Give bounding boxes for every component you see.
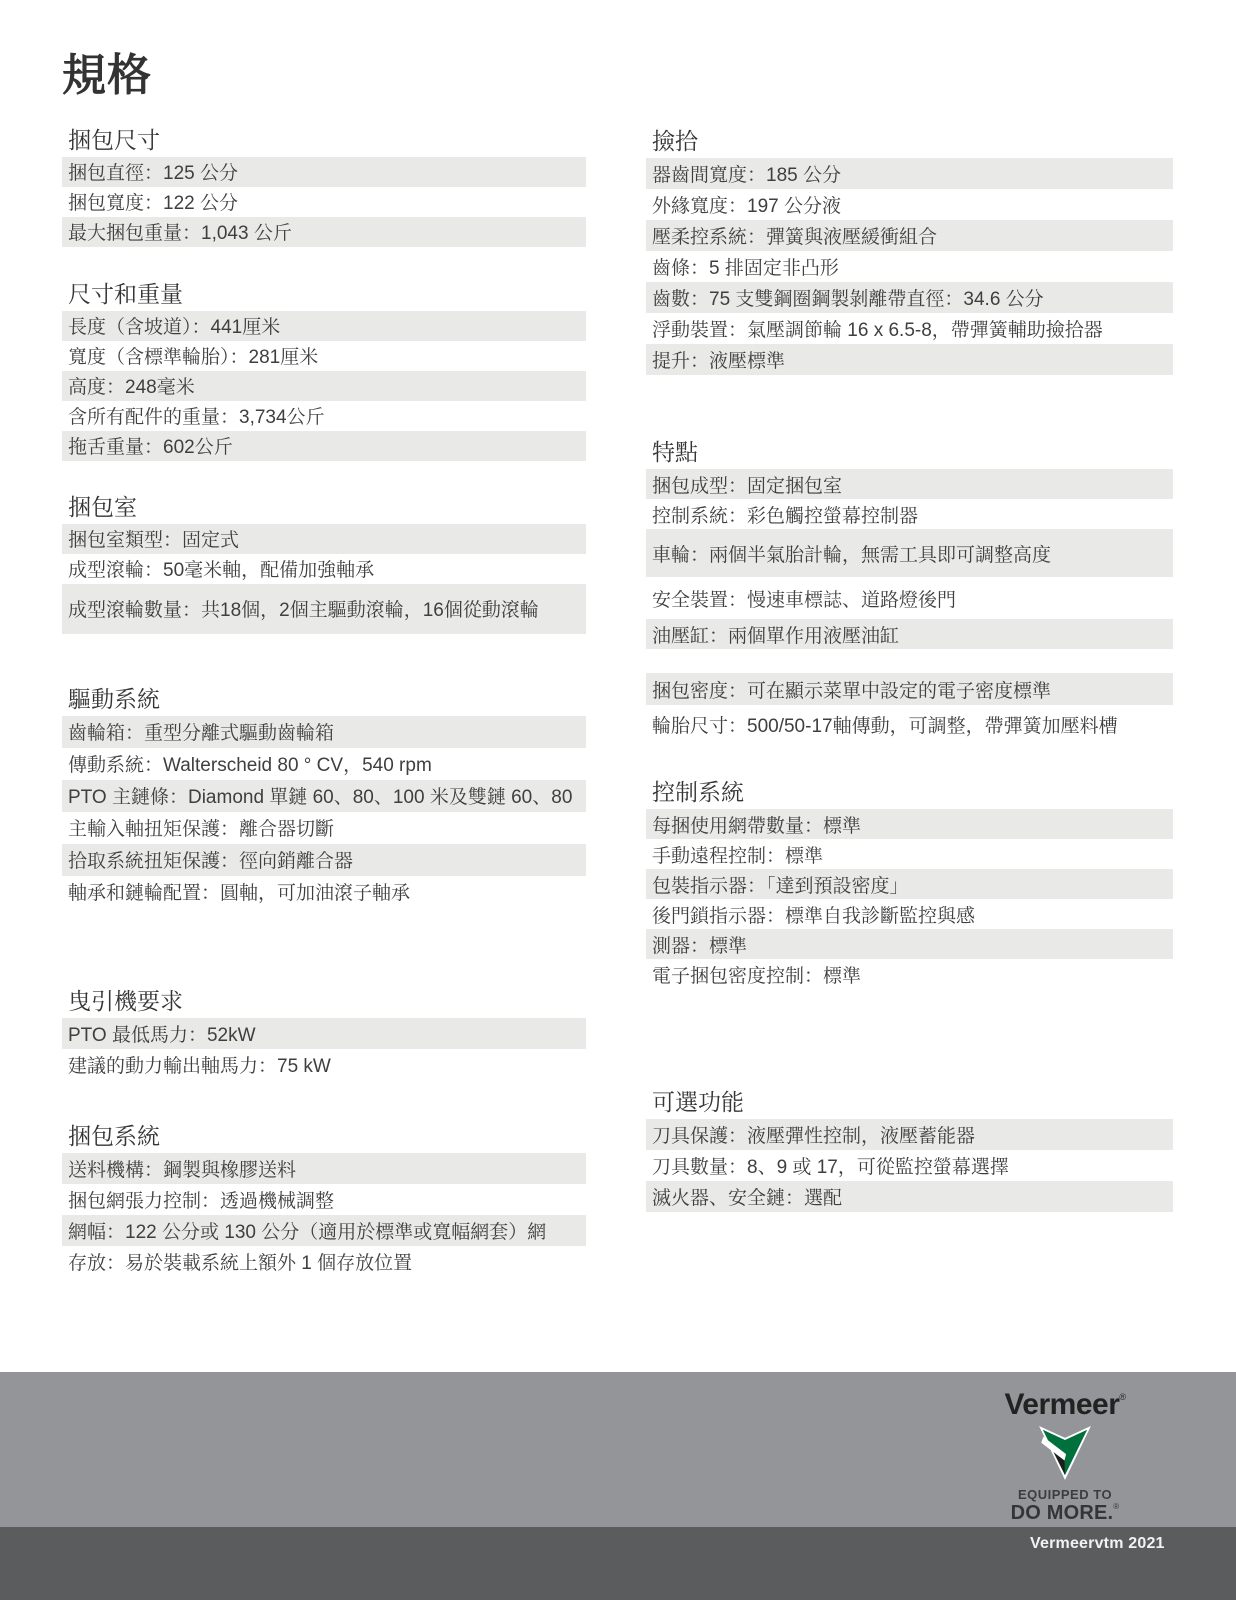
spec-row: 存放：易於裝載系統上額外 1 個存放位置: [68, 1252, 413, 1274]
section-drive-system: [62, 686, 586, 908]
spec-row: 控制系統：彩色觸控螢幕控制器: [652, 505, 919, 527]
spec-row: 浮動裝置：氣壓調節輪 16 x 6.5-8，帶彈簧輔助撿拾器: [652, 320, 1103, 341]
section-dimensions-weight: [62, 281, 586, 461]
spec-row: 含所有配件的重量：3,734公斤: [68, 407, 325, 429]
spec-row: 齒數：75 支雙鋼圈鋼製剝離帶直徑：34.6 公分: [646, 282, 1173, 313]
spec-row: 滅火器、安全鏈：選配: [646, 1181, 1173, 1212]
rows-drive-system: [62, 716, 586, 908]
spec-row: 捆包網張力控制：透過機械調整: [68, 1190, 335, 1212]
section-title-control-system: 控制系統: [652, 779, 744, 805]
footer-bottom-text: Vermeervtm 2021: [1030, 1535, 1165, 1552]
section-title-pickup: 撿拾: [652, 128, 698, 154]
section-pickup: [646, 128, 1173, 375]
spec-row: 高度：248毫米: [62, 371, 586, 401]
rows-bale-wrap-system: [62, 1153, 586, 1277]
section-title-drive-system: 驅動系統: [68, 685, 160, 712]
spec-row: 網幅：122 公分或 130 公分（適用於標準或寬幅網套）網: [62, 1215, 586, 1246]
rows-bale-chamber: [62, 524, 586, 634]
spec-row: 拾取系統扭矩保護：徑向銷離合器: [62, 844, 586, 876]
spec-row: 成型滾輪：50毫米軸，配備加強軸承: [68, 560, 375, 582]
spec-row: 壓柔控系統：彈簧與液壓緩衝組合: [646, 220, 1173, 251]
spec-row: 手動遠程控制：標準: [652, 845, 824, 867]
spec-row: 器齒間寬度：185 公分: [646, 158, 1173, 189]
spec-row: 主輸入軸扭矩保護：離合器切斷: [68, 819, 335, 841]
spec-row: PTO 主鏈條：Diamond 單鏈 60、80、100 米及雙鏈 60、80: [62, 780, 586, 812]
section-title-bale-wrap-system: 捆包系統: [68, 1122, 160, 1149]
spec-row: 傳動系統：Walterscheid 80 ° CV，540 rpm: [68, 755, 432, 777]
spec-row: 捆包寬度：122 公分: [68, 193, 238, 215]
section-title-bale-size: 捆包尺寸: [68, 126, 160, 153]
rows-features: [646, 469, 1173, 743]
section-features: [646, 439, 1173, 743]
rows-tractor-requirements: [62, 1018, 586, 1080]
spec-row: 送料機構：鋼製與橡膠送料: [62, 1153, 586, 1184]
brand-text: Vermeer: [1004, 1388, 1120, 1421]
section-optional-features: [646, 1089, 1173, 1212]
spec-row: 車輪：兩個半氣胎計輪，無需工具即可調整高度: [646, 529, 1173, 577]
left-column: [62, 0, 586, 1277]
spec-row: 輪胎尺寸：500/50-17軸傳動，可調整，帶彈簧加壓料槽: [652, 715, 1118, 737]
section-title-dimensions-weight: 尺寸和重量: [68, 280, 183, 307]
vermeer-logo-block: [995, 1390, 1135, 1525]
spec-row: 外緣寬度：197 公分液: [652, 196, 841, 217]
spec-row: 寬度（含標準輪胎）：281厘米: [68, 347, 319, 369]
spec-row: 電子捆包密度控制：標準: [652, 965, 862, 987]
spec-row: 最大捆包重量：1,043 公斤: [62, 217, 586, 247]
spec-row: 每捆使用網帶數量：標準: [646, 809, 1173, 839]
tagline-line1: EQUIPPED TO: [1017, 1487, 1113, 1502]
spec-row: 安全裝置：慢速車標誌、道路燈後門: [652, 589, 957, 611]
section-title-optional-features: 可選功能: [652, 1089, 744, 1115]
spec-row: 捆包密度：可在顯示菜單中設定的電子密度標準: [646, 673, 1173, 705]
spec-row: 拖舌重量：602公斤: [62, 431, 586, 461]
spec-row: 提升：液壓標準: [646, 344, 1173, 375]
rows-dimensions-weight: [62, 311, 586, 461]
spec-row: 齒輪箱：重型分離式驅動齒輪箱: [62, 716, 586, 748]
section-title-bale-chamber: 捆包室: [68, 493, 137, 520]
right-column: [646, 0, 1173, 1212]
spec-row: 油壓缸：兩個單作用液壓油缸: [646, 619, 1173, 649]
rows-optional-features: [646, 1119, 1173, 1212]
tagline-line2-text: DO MORE.: [1010, 1502, 1114, 1525]
spec-row: 長度（含坡道）：441厘米: [62, 311, 586, 341]
section-bale-wrap-system: [62, 1123, 586, 1277]
tagline-line2: [1011, 1502, 1120, 1525]
spec-row: 刀具數量：8、9 或 17，可從監控螢幕選擇: [652, 1157, 1009, 1178]
section-bale-chamber: [62, 494, 586, 634]
spec-row: PTO 最低馬力：52kW: [62, 1018, 586, 1049]
spec-row: 建議的動力輸出軸馬力：75 kW: [68, 1055, 331, 1077]
section-tractor-requirements: [62, 988, 586, 1080]
spec-row: 刀具保護：液壓彈性控制，液壓蓄能器: [646, 1119, 1173, 1150]
spec-row: 捆包成型：固定捆包室: [646, 469, 1173, 499]
rows-bale-size: [62, 157, 586, 247]
spec-row: 包裝指示器：「達到預設密度」: [646, 869, 1173, 899]
vermeer-wordmark: [1004, 1390, 1125, 1420]
spec-row: 後門鎖指示器：標準自我診斷監控與感: [652, 905, 976, 927]
spec-row: 捆包直徑：125 公分: [62, 157, 586, 187]
spec-row: 成型滾輪數量：共18個，2個主驅動滾輪，16個從動滾輪: [62, 584, 586, 634]
registered-mark: ®: [1119, 1392, 1126, 1402]
section-title-tractor-requirements: 曳引機要求: [68, 987, 183, 1014]
tagline-registered-mark: ®: [1113, 1502, 1120, 1512]
section-title-features: 特點: [652, 439, 698, 465]
spec-row: 軸承和鏈輪配置：圓軸，可加油滾子軸承: [68, 883, 411, 905]
section-control-system: [646, 779, 1173, 989]
spec-row: 捆包室類型：固定式: [62, 524, 586, 554]
page-title: 規格: [62, 51, 152, 100]
rows-pickup: [646, 158, 1173, 375]
vermeer-v-shield-icon: [1037, 1426, 1093, 1480]
spec-row: 齒條：5 排固定非凸形: [652, 258, 839, 279]
spec-row: 測器：標準: [646, 929, 1173, 959]
section-bale-size: [62, 127, 586, 247]
rows-control-system: [646, 809, 1173, 989]
